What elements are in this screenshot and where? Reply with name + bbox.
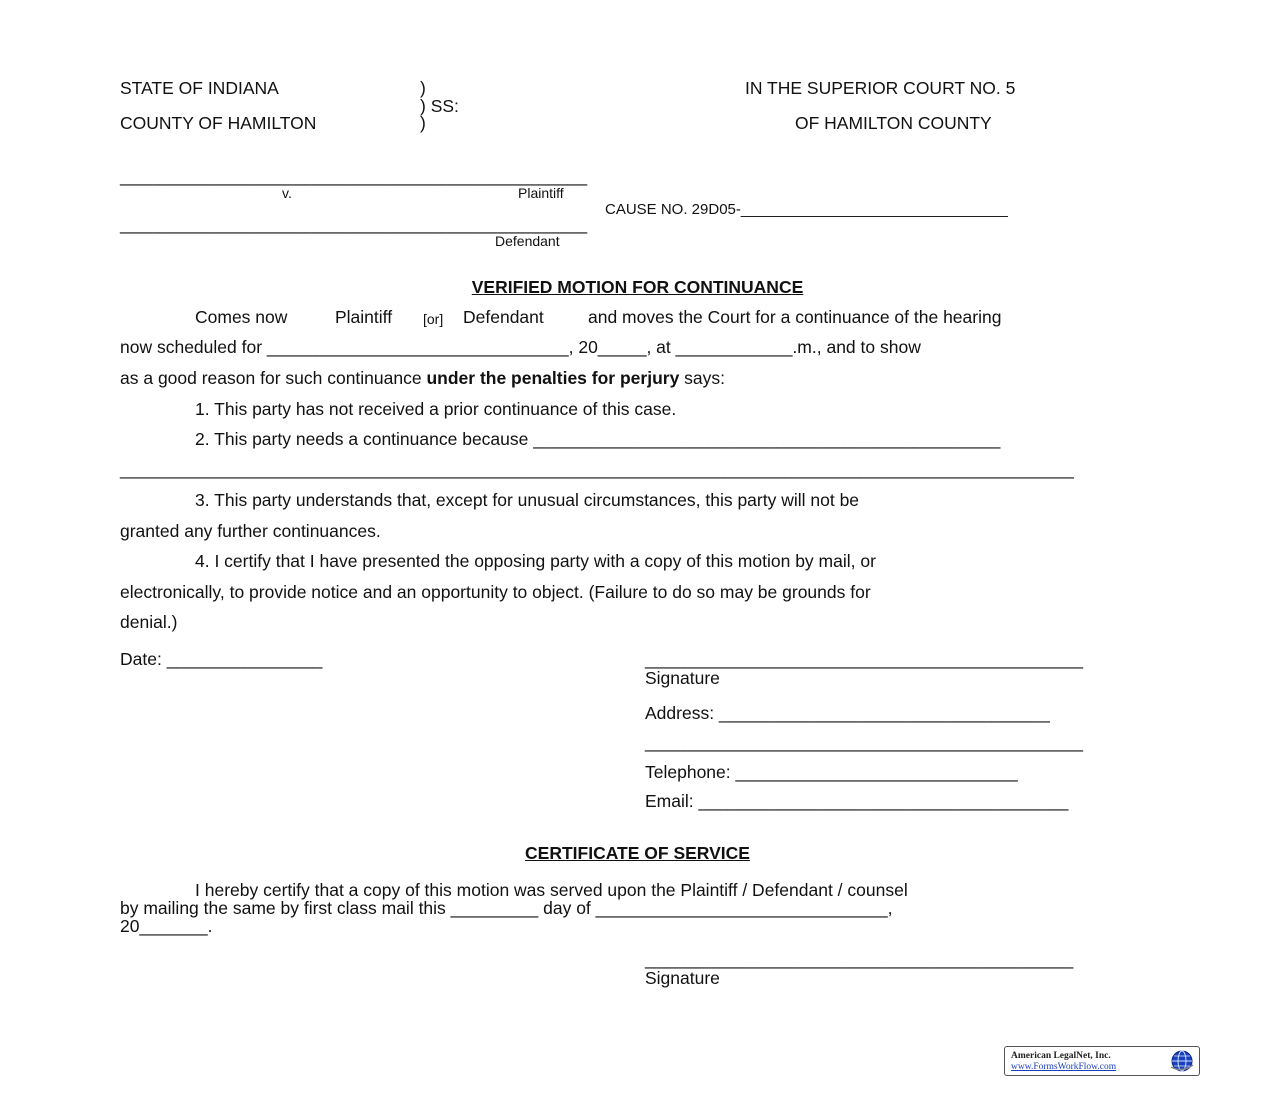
email-field[interactable]: Email: ______________________________________ <box>645 791 1069 811</box>
paren-bottom: ) <box>420 113 426 133</box>
plaintiff-label: Plaintiff <box>518 185 564 201</box>
reason-post: says: <box>679 368 726 388</box>
intro-rest: and moves the Court for a continuance of the hearing <box>588 307 1002 327</box>
address-field[interactable]: Address: __________________________________ <box>645 703 1050 723</box>
signature-field[interactable]: _____________________________________________ <box>645 649 1083 669</box>
court-name: IN THE SUPERIOR COURT NO. 5 <box>745 78 1016 98</box>
telephone-field[interactable]: Telephone: _____________________________ <box>645 762 1018 782</box>
item-3-line1: 3. This party understands that, except for unusual circumstances, this party will not be <box>195 490 860 510</box>
certificate-signature-field[interactable]: ____________________________________________ <box>645 949 1074 969</box>
perjury-phrase: under the penalties for perjury <box>426 368 680 388</box>
certificate-title: CERTIFICATE OF SERVICE <box>525 843 750 863</box>
paren-top: ) <box>420 78 426 98</box>
intro-defendant-option: Defendant <box>463 307 544 327</box>
intro-comes-now: Comes now <box>195 307 288 327</box>
signature-label: Signature <box>645 668 720 688</box>
reason-line <box>120 370 725 388</box>
item-2-reason-field[interactable]: __________________________________________________________________________________________________ <box>120 459 1074 479</box>
certificate-signature-label: Signature <box>645 968 720 988</box>
item-4-line3: denial.) <box>120 612 178 632</box>
item-4-line1: 4. I certify that I have presented the opposing party with a copy of this motion by mail, or <box>195 551 876 571</box>
ss-marker: ) SS: <box>420 96 459 116</box>
defendant-label: Defendant <box>495 233 560 249</box>
cause-number-field[interactable]: CAUSE NO. 29D05-________________________________ <box>605 201 1008 218</box>
court-county: OF HAMILTON COUNTY <box>795 113 992 133</box>
item-1: 1. This party has not received a prior continuance of this case. <box>195 399 677 419</box>
certificate-line1: I hereby certify that a copy of this motion was served upon the Plaintiff / Defendant / counsel <box>195 880 908 900</box>
item-4-line2: electronically, to provide notice and an opportunity to object. (Failure to do so may be grounds for <box>120 582 871 602</box>
hearing-schedule-line[interactable]: now scheduled for _______________________________, 20_____, at ____________.m., and to show <box>120 337 921 357</box>
certificate-line3[interactable]: 20_______. <box>120 916 213 936</box>
plaintiff-name-field[interactable]: ________________________________________________ <box>120 166 588 186</box>
county-name: COUNTY OF HAMILTON <box>120 113 317 133</box>
intro-or: [or] <box>423 311 444 327</box>
item-2[interactable]: 2. This party needs a continuance because ________________________________________________ <box>195 429 1001 449</box>
reason-pre: as a good reason for such continuance <box>120 368 427 388</box>
date-field[interactable]: Date: ________________ <box>120 649 323 669</box>
document-title: VERIFIED MOTION FOR CONTINUANCE <box>471 277 804 297</box>
american-legalnet-logo[interactable] <box>1004 1046 1200 1076</box>
item-3-line2: granted any further continuances. <box>120 521 381 541</box>
state-name: STATE OF INDIANA <box>120 78 279 98</box>
versus-label: v. <box>282 185 292 201</box>
intro-plaintiff-option: Plaintiff <box>335 307 393 327</box>
globe-icon <box>1169 1049 1195 1078</box>
certificate-line2[interactable]: by mailing the same by first class mail this _________ day of ______________________________, <box>120 898 893 918</box>
defendant-name-field[interactable]: ________________________________________________ <box>120 214 588 234</box>
logo-company-name: American LegalNet, Inc. <box>1011 1051 1111 1061</box>
logo-url-link[interactable]: www.FormsWorkFlow.com <box>1011 1062 1117 1072</box>
address-line2-field[interactable]: _____________________________________________ <box>645 732 1083 752</box>
